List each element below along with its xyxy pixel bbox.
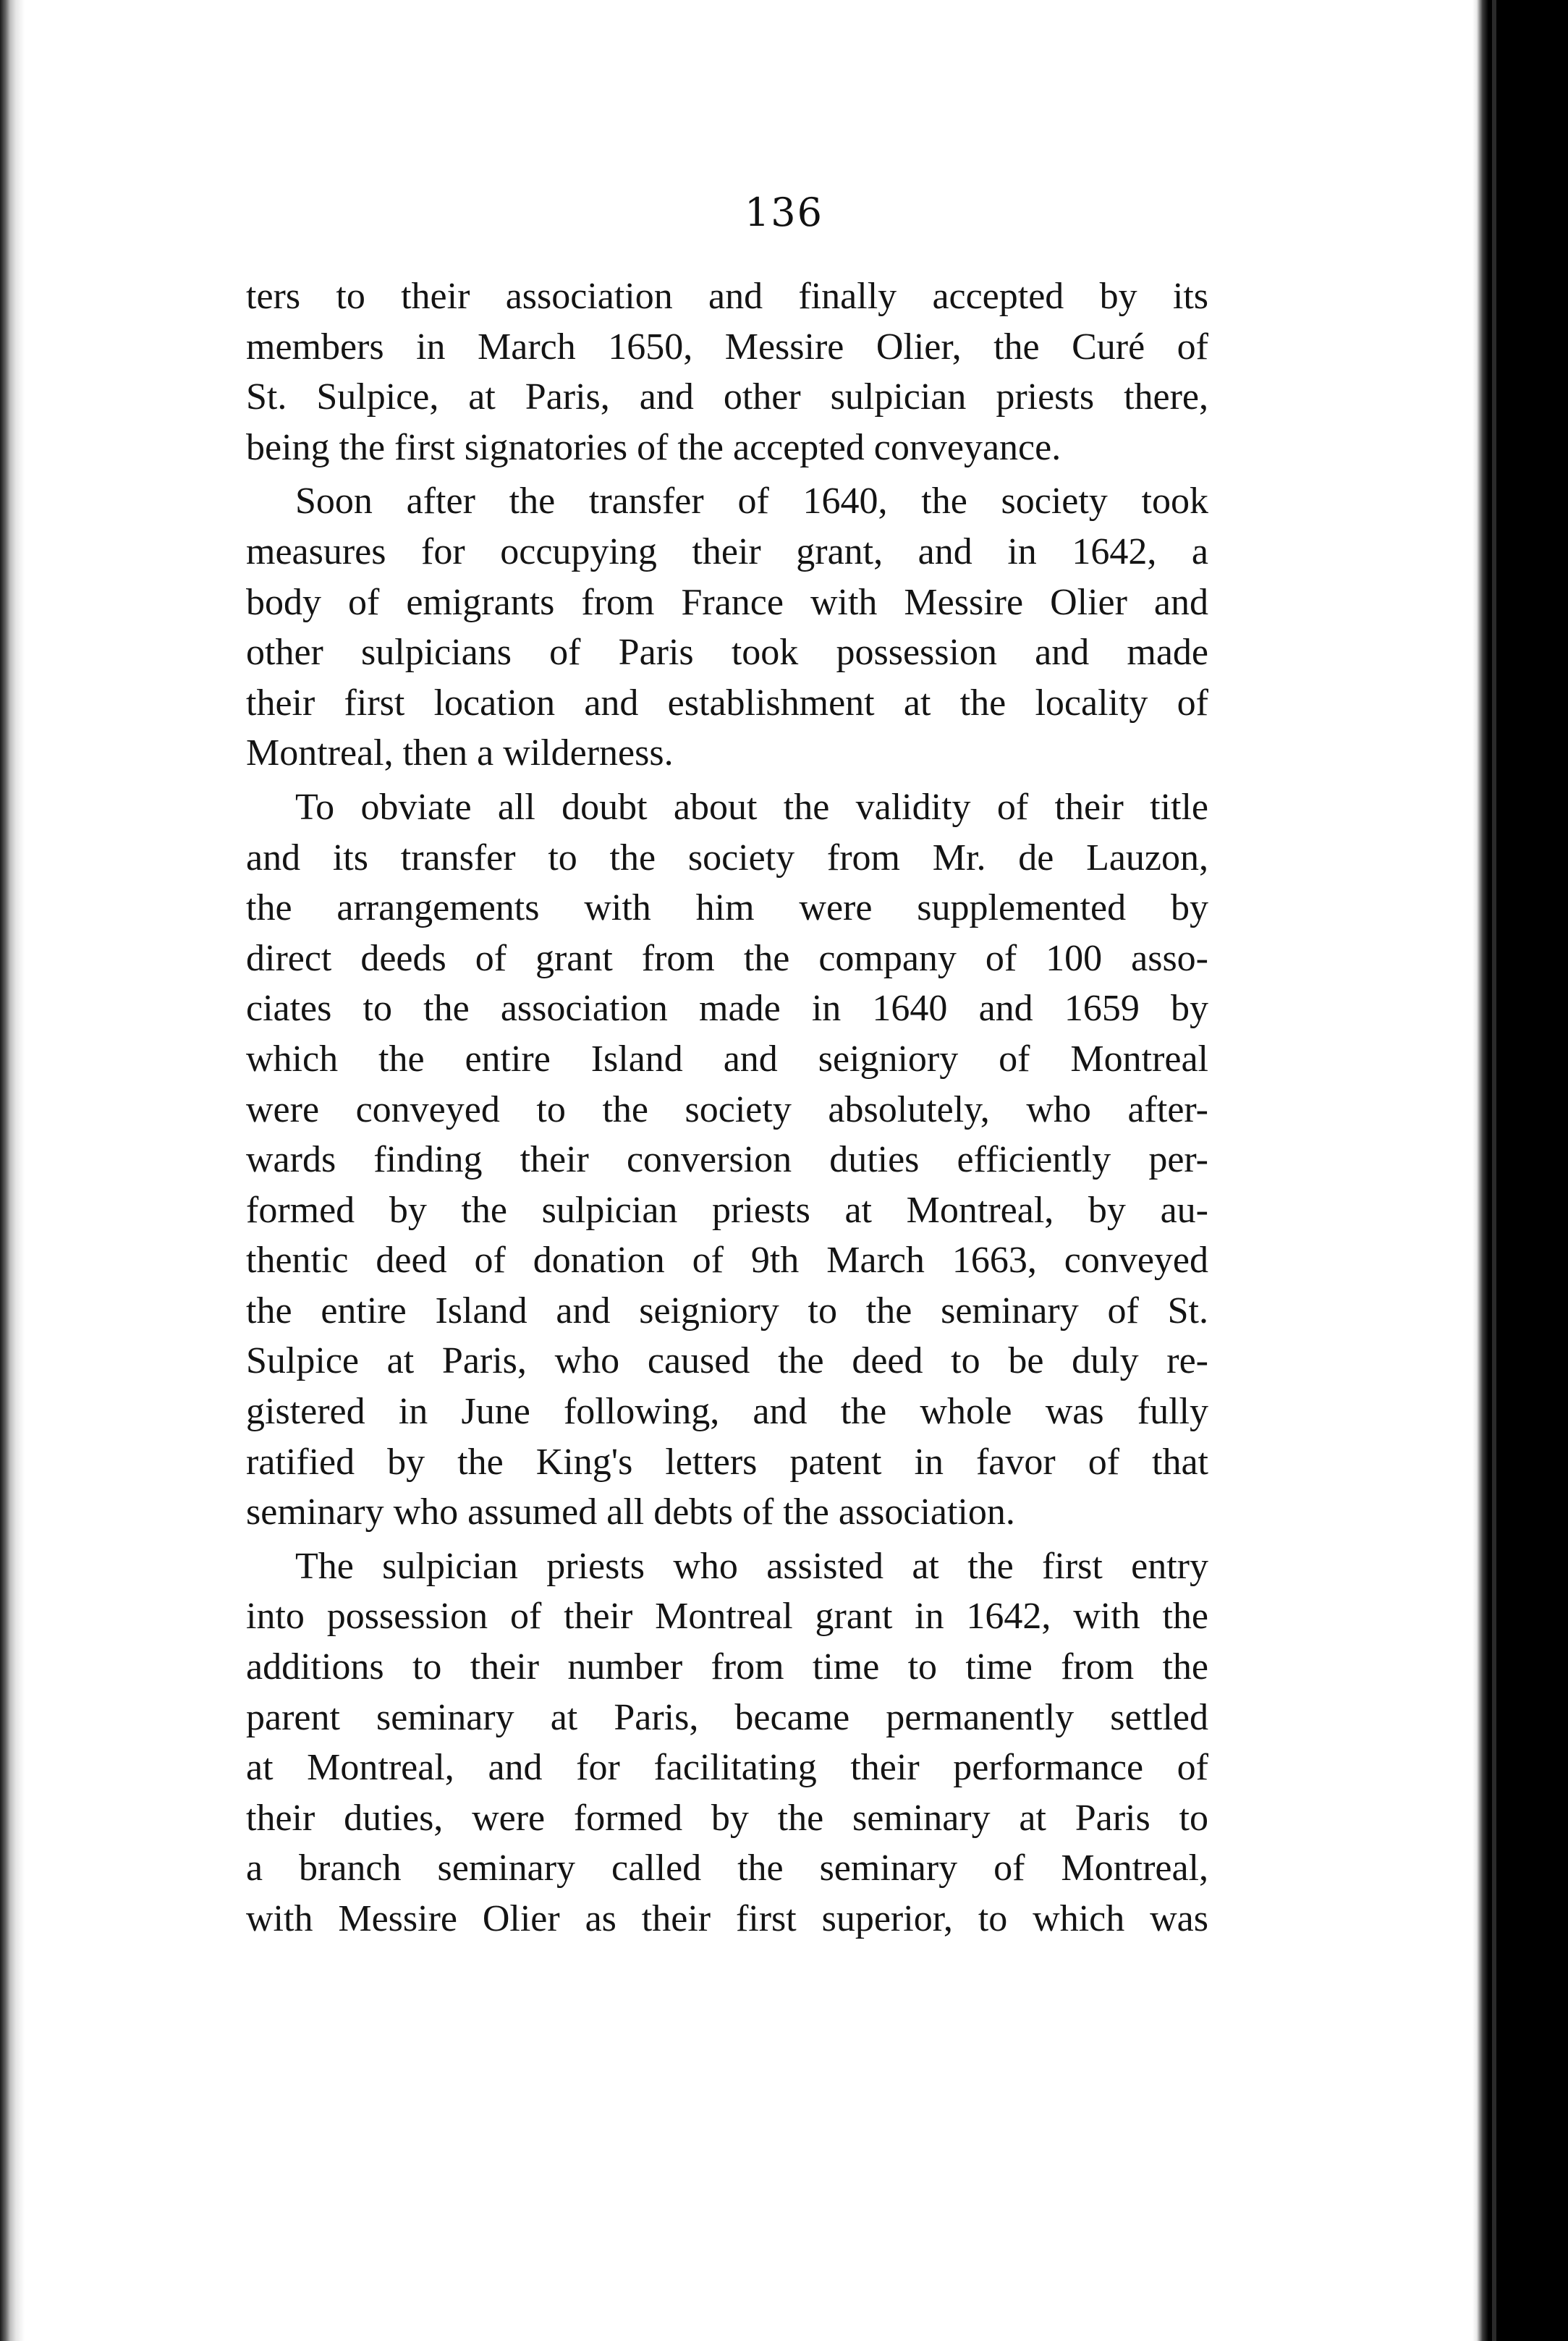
text-line: body of emigrants from France with Messire Olier and [246, 581, 1208, 623]
text-line: which the entire Island and seigniory of Montreal [246, 1038, 1208, 1080]
text-line: parent seminary at Paris, became permanently settled [246, 1696, 1208, 1738]
text-line: their duties, were formed by the seminary at Paris to [246, 1797, 1208, 1839]
text-line: measures for occupying their grant, and in 1642, a [246, 530, 1208, 572]
text-line: To obviate all doubt about the validity of their title [295, 786, 1208, 828]
paragraph [246, 271, 1208, 473]
paragraph [246, 476, 1208, 779]
text-line: additions to their number from time to time from the [246, 1646, 1208, 1688]
page-number: 136 [744, 190, 824, 235]
paragraph [246, 782, 1208, 1538]
paragraph [246, 1541, 1208, 1944]
text-line: The sulpician priests who assisted at the first entry [295, 1545, 1208, 1587]
text-line: at Montreal, and for facilitating their performance of [246, 1747, 1208, 1789]
text-line: thentic deed of donation of 9th March 1663, conveyed [246, 1240, 1208, 1282]
text-line: into possession of their Montreal grant in 1642, with the [246, 1596, 1208, 1638]
text-line: seminary who assumed all debts of the association. [246, 1491, 1015, 1533]
text-line: other sulpicians of Paris took possession and made [246, 632, 1208, 674]
text-line: ciates to the association made in 1640 and 1659 by [246, 988, 1208, 1030]
text-line: with Messire Olier as their first superior, to which was [246, 1898, 1208, 1939]
left-page-edge [0, 0, 25, 2341]
text-line: ters to their association and finally accepted by its [246, 276, 1208, 317]
text-line: the entire Island and seigniory to the seminary of St. [246, 1290, 1208, 1332]
text-line: were conveyed to the society absolutely, who after- [246, 1088, 1208, 1130]
text-line: the arrangements with him were supplemented by [246, 887, 1208, 929]
text-line: and its transfer to the society from Mr. de Lauzon, [246, 837, 1208, 879]
text-line: their first location and establishment at the locality of [246, 682, 1208, 724]
text-line: a branch seminary called the seminary of Montreal, [246, 1847, 1208, 1889]
body-text [246, 271, 1208, 1948]
text-line: direct deeds of grant from the company of 100 asso- [246, 937, 1208, 979]
text-line: being the first signatories of the accepted conveyance. [246, 426, 1061, 468]
text-line: ratified by the King's letters patent in favor of that [246, 1441, 1208, 1483]
text-line: members in March 1650, Messire Olier, the Curé of [246, 326, 1208, 368]
right-binding-edge [1472, 0, 1568, 2341]
binding-line [1492, 0, 1496, 2341]
text-line: Sulpice at Paris, who caused the deed to be duly re- [246, 1340, 1208, 1382]
text-line: wards finding their conversion duties efficiently per- [246, 1139, 1208, 1181]
text-line: gistered in June following, and the whole was fully [246, 1391, 1208, 1433]
text-line: Soon after the transfer of 1640, the society took [295, 481, 1208, 522]
text-line: St. Sulpice, at Paris, and other sulpician priests there, [246, 376, 1208, 418]
text-line: Montreal, then a wilderness. [246, 732, 674, 774]
text-line: formed by the sulpician priests at Montreal, by au- [246, 1189, 1208, 1231]
